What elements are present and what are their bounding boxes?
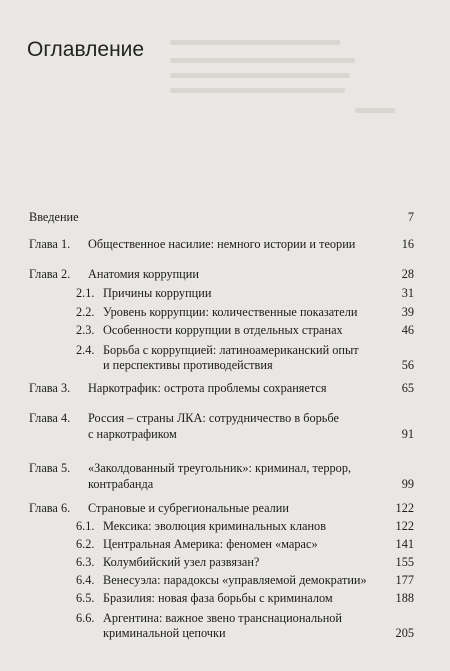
toc-page-number: 122 (395, 519, 414, 533)
toc-entry-title: Общественное насилие: немного истории и теории (88, 237, 356, 251)
toc-page-number: 56 (401, 358, 414, 372)
toc-section-label: 6.4. (76, 573, 95, 587)
toc-page-number: 99 (401, 477, 414, 491)
toc-entry-title: Аргентина: важное звено транснациональной (103, 611, 343, 625)
toc-page-number: 28 (401, 267, 414, 281)
toc-chapter-label: Глава 2. (29, 267, 71, 281)
toc-entry-title-continued: и перспективы противодействия (103, 358, 273, 372)
toc-entry-title: Мексика: эволюция криминальных кланов (103, 519, 327, 533)
toc-entry-title: «Заколдованный треугольник»: криминал, террор, (88, 461, 352, 475)
toc-entry-title: Уровень коррупции: количественные показатели (103, 305, 358, 319)
toc-entry-title: Особенности коррупции в отдельных странах (103, 323, 343, 337)
toc-chapter-label: Глава 5. (29, 461, 71, 475)
toc-section-label: 2.4. (76, 343, 95, 357)
toc-entry-title: Причины коррупции (103, 286, 212, 300)
toc-entry-title: Борьба с коррупцией: латиноамериканский опыт (103, 343, 359, 357)
toc-page-number: 205 (395, 626, 414, 640)
toc-page-number: 7 (407, 210, 414, 224)
toc-section-label: 6.3. (76, 555, 95, 569)
toc-section-label: 2.2. (76, 305, 95, 319)
toc-entry-title: Бразилия: новая фаза борьбы с криминалом (103, 591, 333, 605)
toc-section-label: 2.1. (76, 286, 95, 300)
toc-chapter-label: Глава 3. (29, 381, 71, 395)
toc-page-number: 188 (395, 591, 414, 605)
toc-entry-title: Страновые и субрегиональные реалии (88, 501, 289, 515)
toc-section-label: 6.2. (76, 537, 95, 551)
toc-section-label: 6.5. (76, 591, 95, 605)
toc-page-number: 177 (395, 573, 414, 587)
toc-entry-title: Введение (29, 210, 79, 224)
toc-section-label: 2.3. (76, 323, 95, 337)
toc-page-number: 122 (395, 501, 414, 515)
toc-page-number: 46 (401, 323, 414, 337)
toc-chapter-label: Глава 4. (29, 411, 71, 425)
toc-entry-title-continued: криминальной цепочки (103, 626, 226, 640)
toc-entry-section-2-4[interactable] (0, 343, 450, 375)
toc-entry-title: Анатомия коррупции (88, 267, 199, 281)
toc-entry-title: Центральная Америка: феномен «марас» (103, 537, 318, 551)
toc-entry-title: Венесуэла: парадоксы «управляемой демократии» (103, 573, 367, 587)
page-title: Оглавление (27, 38, 145, 61)
toc-entry-section-6-6[interactable] (0, 611, 450, 643)
toc-chapter-label: Глава 6. (29, 501, 71, 515)
toc-entry-title: Россия – страны ЛКА: сотрудничество в борьбе (88, 411, 339, 425)
toc-section-label: 6.1. (76, 519, 95, 533)
toc-page-number: 91 (401, 427, 414, 441)
toc-entry-chapter-5[interactable] (0, 461, 450, 493)
toc-section-label: 6.6. (76, 611, 95, 625)
toc-entry-title: Колумбийский узел развязан? (103, 555, 260, 569)
toc-page-number: 141 (395, 537, 414, 551)
toc-entry-title: Наркотрафик: острота проблемы сохраняется (88, 381, 327, 395)
toc-entry-chapter-4[interactable] (0, 411, 450, 443)
toc-page-number: 155 (395, 555, 414, 569)
toc-chapter-label: Глава 1. (29, 237, 71, 251)
toc-page-number: 39 (401, 305, 414, 319)
toc-page-number: 31 (401, 286, 414, 300)
toc-entry-title-continued: контрабанда (88, 477, 154, 491)
toc-entry-title-continued: с наркотрафиком (88, 427, 177, 441)
toc-page-number: 65 (401, 381, 414, 395)
toc-page-number: 16 (401, 237, 414, 251)
